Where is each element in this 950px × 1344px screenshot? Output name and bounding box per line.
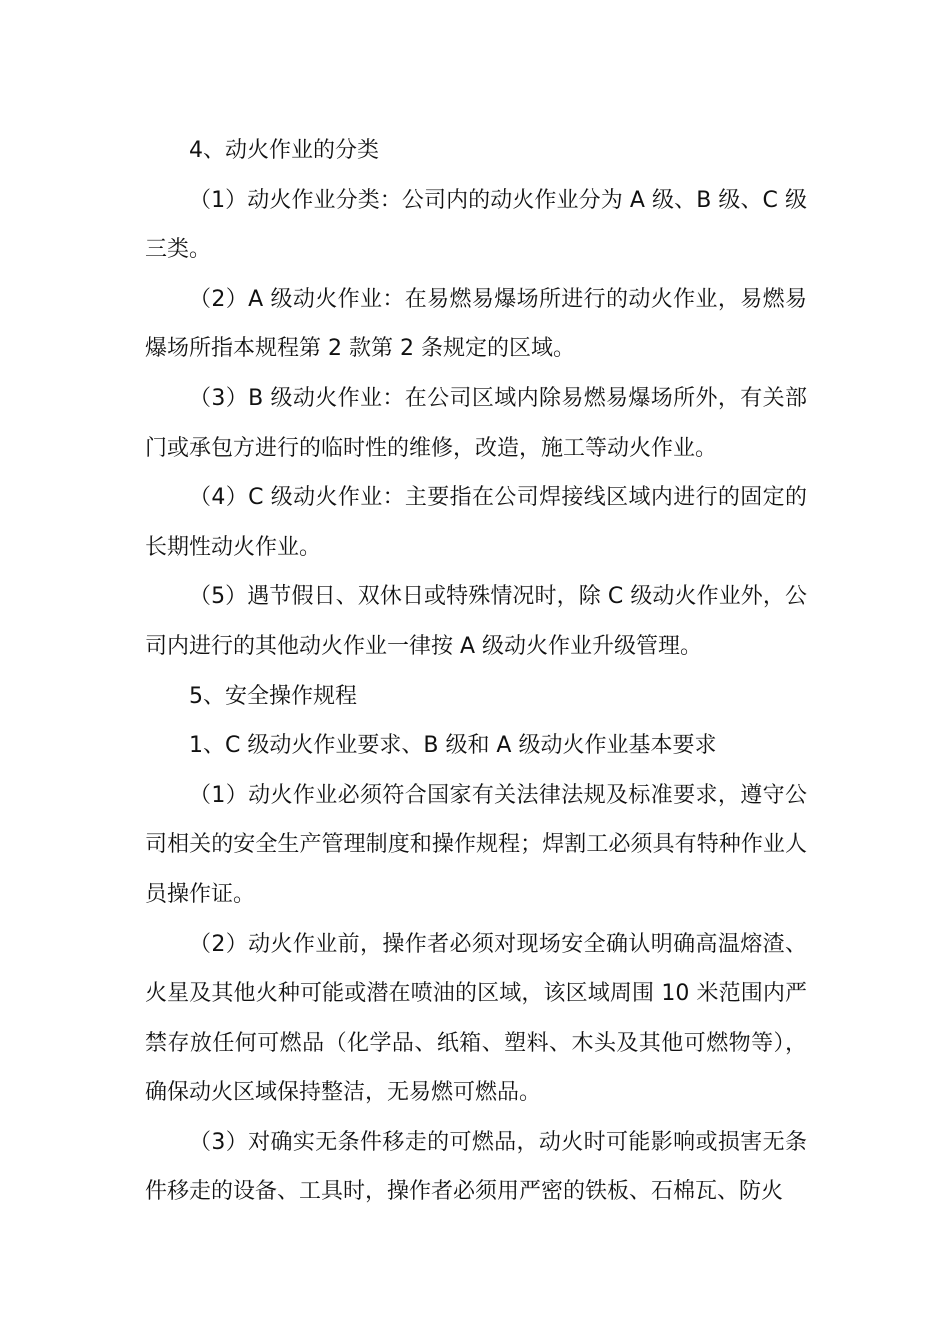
section-heading-safety-rules: 5、安全操作规程 xyxy=(189,683,357,709)
paragraph-item-2: （2）A 级动火作业：在易燃易爆场所进行的动火作业，易燃易爆场所指本规程第 2 款第 2 条规定的区域。 xyxy=(145,286,807,362)
paragraph-item-3: （3）B 级动火作业：在公司区域内除易燃易爆场所外，有关部门或承包方进行的临时性的维修，改造，施工等动火作业。 xyxy=(145,385,807,461)
paragraph-item-4: （4）C 级动火作业：主要指在公司焊接线区域内进行的固定的长期性动火作业。 xyxy=(145,485,807,560)
paragraph-requirement-1: （1）动火作业必须符合国家有关法律法规及标准要求，遵守公司相关的安全生产管理制度和操作规程；焊割工必须具有特种作业人员操作证。 xyxy=(145,782,807,907)
document-body xyxy=(145,126,807,1217)
paragraph-requirement-3: （3）对确实无条件移走的可燃品，动火时可能影响或损害无条件移走的设备、工具时，操作者必须用严密的铁板、石棉瓦、防火 xyxy=(145,1129,807,1205)
paragraph-item-1: （1）动火作业分类：公司内的动火作业分为 A 级、B 级、C 级三类。 xyxy=(145,187,807,263)
paragraph-requirement-2: （2）动火作业前，操作者必须对现场安全确认明确高温熔渣、火星及其他火种可能或潜在喷油的区域，该区域周围 10 米范围内严禁存放任何可燃品（化学品、纸箱、塑料、木头及其他可燃物等），确保动火区域保持整洁，无易燃可燃品。 xyxy=(145,931,807,1106)
subsection-heading-requirements: 1、C 级动火作业要求、B 级和 A 级动火作业基本要求 xyxy=(189,733,717,759)
section-heading-classification: 4、动火作业的分类 xyxy=(189,138,379,163)
paragraph-item-5: （5）遇节假日、双休日或特殊情况时，除 C 级动火作业外，公司内进行的其他动火作业一律按 A 级动火作业升级管理。 xyxy=(145,584,807,659)
